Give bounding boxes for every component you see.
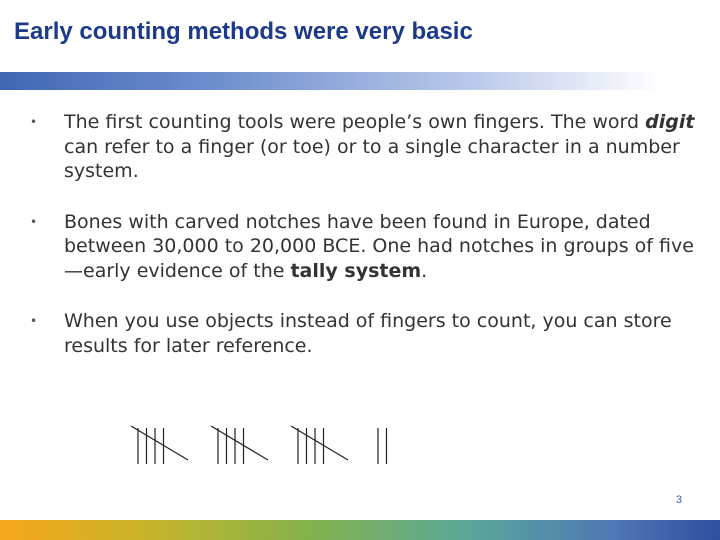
- bullet-text: When you use objects instead of fingers to count, you can store results for later reference.: [64, 310, 672, 357]
- tally-marks-illustration: [128, 420, 408, 470]
- bullet-item: [30, 210, 700, 284]
- bullet-text: .: [421, 259, 428, 282]
- slide-title: Early counting methods were very basic: [14, 18, 473, 45]
- bullet-text: The first counting tools were people’s own fingers. The word: [64, 111, 646, 133]
- tally-cross-stroke: [291, 426, 348, 460]
- bullet-item: [30, 110, 700, 184]
- bullet-icon: •: [30, 115, 38, 129]
- bullet-icon: •: [30, 214, 38, 229]
- slide-number: 3: [675, 494, 682, 506]
- bullet-text: can refer to a finger (or toe) or to a single character in a number system.: [64, 135, 680, 182]
- bullet-item: [30, 309, 700, 358]
- bullet-text: Bones with carved notches have been found in Europe, dated between 30,000 to 20,000 BCE. One had notches in groups of five—early evidence of the: [64, 210, 694, 282]
- bullet-icon: •: [30, 314, 38, 328]
- tally-cross-stroke: [211, 426, 268, 460]
- title-gradient-bar: [0, 72, 720, 90]
- tally-cross-stroke: [131, 426, 188, 460]
- keyword-digit: digit: [645, 111, 695, 133]
- bullet-list: [30, 110, 700, 384]
- keyword-tally-system: tally system: [290, 259, 422, 282]
- footer-gradient-bar: [0, 520, 720, 540]
